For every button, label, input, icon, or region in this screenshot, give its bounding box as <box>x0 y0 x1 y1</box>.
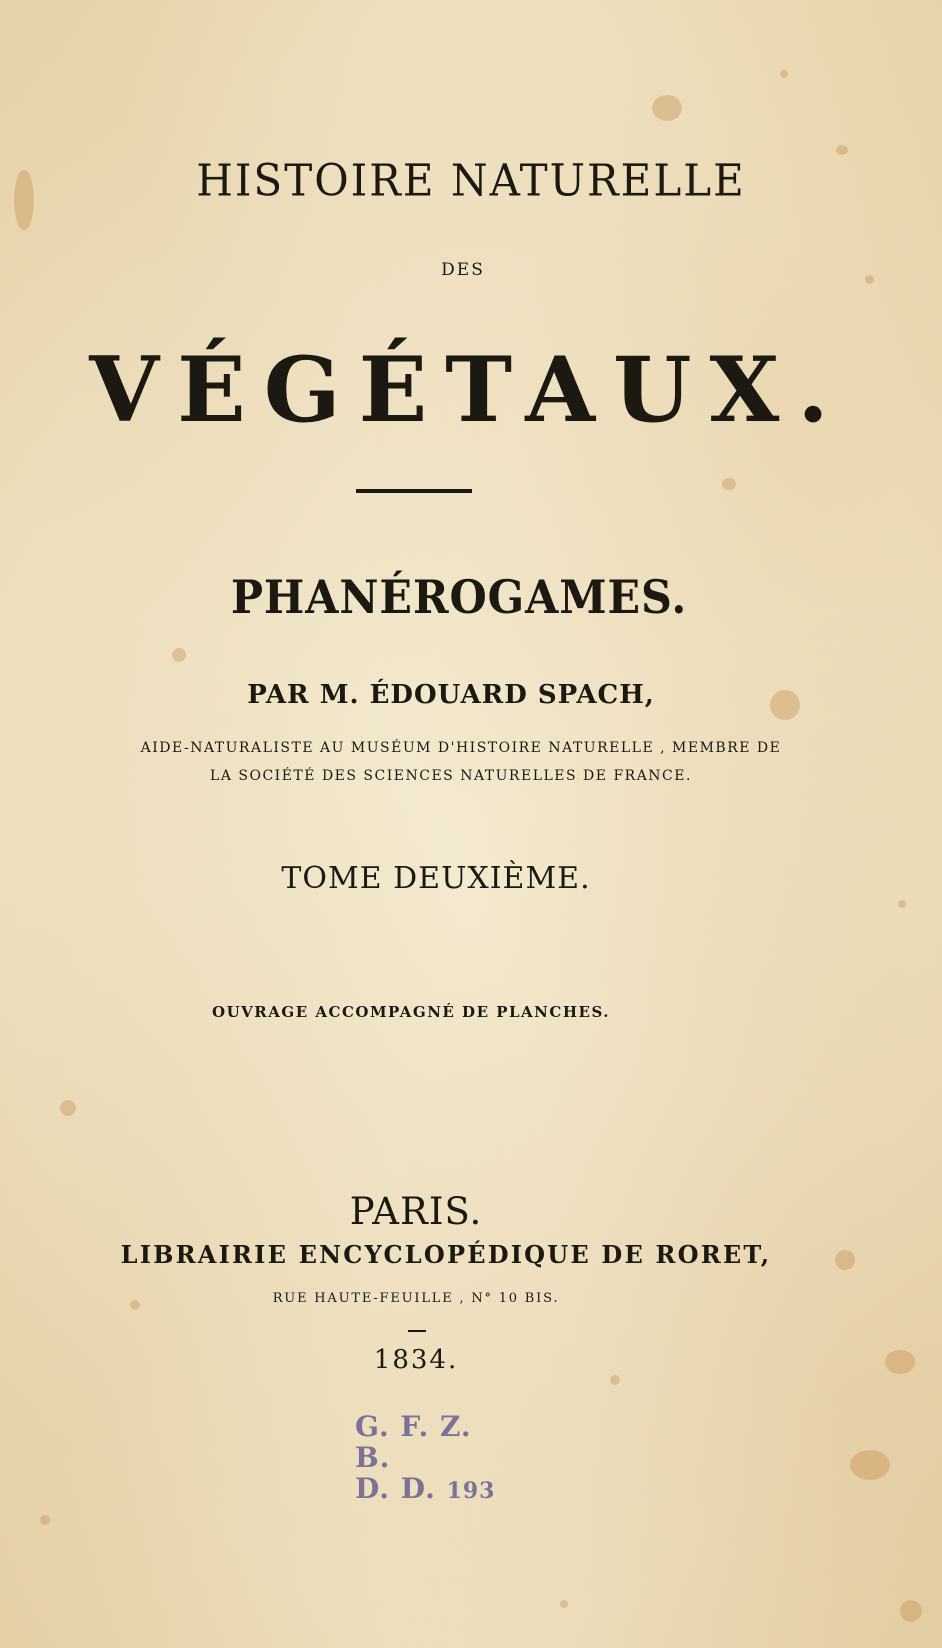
author-first-name: ÉDOUARD <box>369 680 528 710</box>
author-last-name: SPACH, <box>537 680 655 710</box>
author-role-line-2: LA SOCIÉTÉ DES SCIENCES NATURELLES DE FRANCE. <box>210 768 692 784</box>
author-line <box>0 682 922 708</box>
stamp-line-2 <box>355 1471 515 1505</box>
paper-stain <box>560 1600 568 1608</box>
paper-stain <box>40 1515 50 1525</box>
imprint-city: PARIS. <box>349 1190 483 1233</box>
paper-stain <box>850 1450 890 1480</box>
paper-stain <box>172 648 186 662</box>
imprint-address: RUE HAUTE-FEUILLE , N° 10 BIS. <box>272 1291 560 1306</box>
imprint-publisher: LIBRAIRIE ENCYCLOPÉDIQUE DE RORET, <box>120 1240 772 1269</box>
imprint-year: 1834. <box>373 1345 459 1375</box>
paper-stain <box>900 1600 922 1622</box>
paper-stain <box>836 145 848 155</box>
library-stamp <box>355 1412 515 1504</box>
author-m: M. <box>319 680 360 710</box>
plates-note: OUVRAGE ACCOMPAGNÉ DE PLANCHES. <box>212 1003 610 1021</box>
stamp-prefix: D. D. <box>355 1471 436 1505</box>
imprint-divider <box>408 1330 426 1332</box>
paper-stain <box>60 1100 76 1116</box>
author-role-line-1: AIDE-NATURALISTE AU MUSÉUM D'HISTOIRE NATURELLE , MEMBRE DE <box>140 740 782 756</box>
paper-stain <box>885 1350 915 1374</box>
subtitle: PHANÉROGAMES. <box>230 570 688 624</box>
title-divider <box>356 489 472 493</box>
paper-stain <box>652 95 682 121</box>
title-line: HISTOIRE NATURELLE <box>196 154 746 207</box>
paper-stain <box>898 900 906 908</box>
paper-stain <box>780 70 788 78</box>
stamp-year: 193 <box>446 1477 496 1504</box>
paper-stain <box>722 478 736 490</box>
paper-stain <box>610 1375 620 1385</box>
author-par: PAR <box>247 680 310 710</box>
stamp-line-1: G. F. Z. B. <box>355 1410 472 1474</box>
volume-label: TOME DEUXIÈME. <box>281 861 591 896</box>
main-title: VÉGÉTAUX. <box>89 337 847 443</box>
title-connector: DES <box>441 260 485 280</box>
